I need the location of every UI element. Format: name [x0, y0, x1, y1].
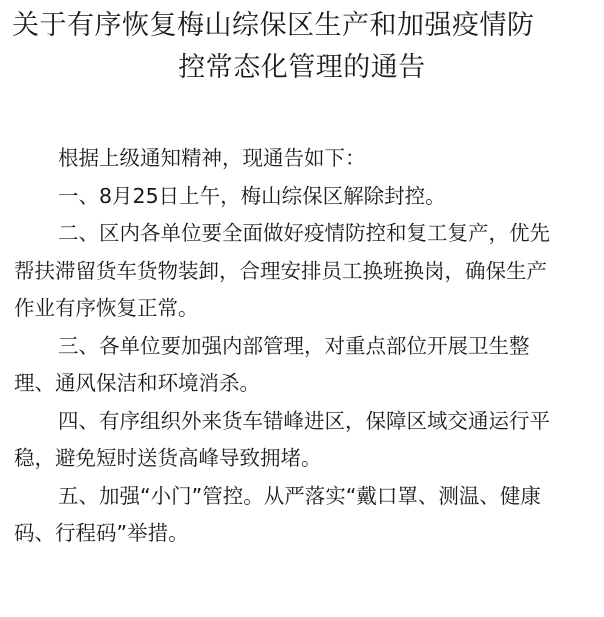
paragraph-line: 码、行程码”举措。 — [14, 521, 189, 545]
notice-title — [0, 6, 604, 88]
paragraph-line: 稳，避免短时送货高峰导致拥堵。 — [14, 446, 322, 470]
paragraph-line: 四、有序组织外来货车错峰进区，保障区域交通运行平 — [58, 408, 550, 433]
notice-body — [0, 140, 604, 553]
paragraph-intro — [0, 140, 604, 178]
paragraph-line: 三、各单位要加强内部管理，对重点部位开展卫生整 — [58, 333, 530, 358]
paragraph-item-1 — [0, 178, 604, 216]
paragraph-line: 根据上级通知精神，现通告如下： — [58, 146, 366, 170]
paragraph-line: 帮扶滞留货车货物装卸，合理安排员工换班换岗，确保生产 — [14, 258, 547, 283]
paragraph-item-3 — [0, 328, 604, 403]
title-line-2: 控常态化管理的通告 — [178, 52, 426, 83]
paragraph-line: 二、区内各单位要全面做好疫情防控和复工复产，优先 — [58, 221, 550, 245]
paragraph-line: 作业有序恢复正常。 — [14, 296, 199, 320]
paragraph-line: 理、通风保洁和环境消杀。 — [14, 371, 260, 395]
paragraph-item-2 — [0, 215, 604, 328]
title-line-1: 关于有序恢复梅山综保区生产和加强疫情防 — [12, 10, 535, 41]
paragraph-line: 五、加强“小门”管控。从严落实“戴口罩、测温、健康 — [58, 483, 541, 508]
paragraph-item-5 — [0, 478, 604, 553]
paragraph-item-4 — [0, 403, 604, 478]
paragraph-line: 一、8月25日上午，梅山综保区解除封控。 — [58, 183, 446, 208]
